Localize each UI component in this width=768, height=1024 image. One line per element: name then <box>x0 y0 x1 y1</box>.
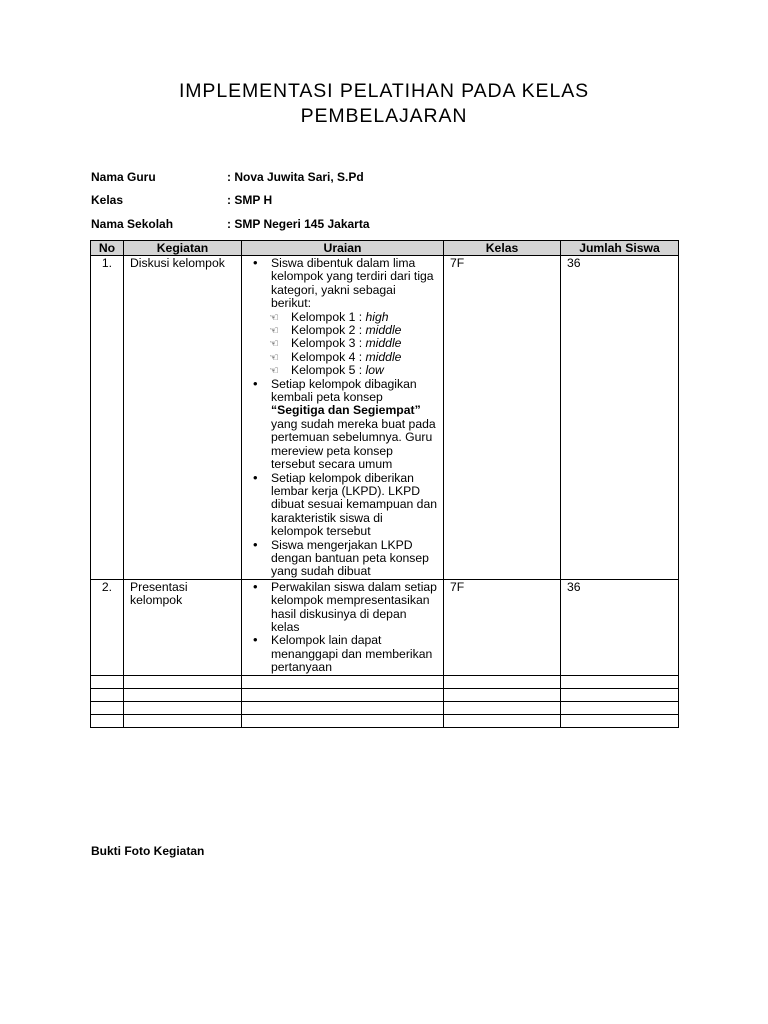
header-jumlah-siswa: Jumlah Siswa <box>561 241 679 256</box>
list-item <box>271 351 437 364</box>
list-item <box>248 581 437 635</box>
list-item <box>271 337 437 350</box>
info-label: Nama Sekolah <box>91 217 174 231</box>
info-label: Nama Guru <box>91 170 156 184</box>
info-value: : Nova Juwita Sari, S.Pd <box>227 170 364 184</box>
uraian-text: Siswa dibentuk dalam lima kelompok yang terdiri dari tiga kategori, yakni sebagai berikut: <box>271 256 434 311</box>
header-kelas: Kelas <box>444 241 561 256</box>
empty-table-row <box>91 688 679 701</box>
cell-no: 2. <box>91 579 124 675</box>
info-value: : SMP H <box>227 193 273 207</box>
cell-kegiatan: Diskusi kelompok <box>124 256 242 580</box>
uraian-text: yang sudah mereka buat pada pertemuan sebelumnya. Guru mereview peta konsep tersebut secara umum <box>271 416 436 472</box>
bukti-foto-heading: Bukti Foto Kegiatan <box>91 844 205 858</box>
list-item <box>271 311 437 324</box>
uraian-bold-text: “Segitiga dan Segiempat” <box>271 403 421 418</box>
kelompok-level: middle <box>365 336 402 351</box>
list-item <box>248 472 437 539</box>
uraian-text: Setiap kelompok diberikan lembar kerja (LKPD). LKPD dibuat sesuai kemampuan dan karakteristik siswa di kelompok tersebut <box>271 470 437 539</box>
kelompok-level: high <box>365 309 389 324</box>
list-item <box>271 324 437 337</box>
empty-table-row <box>91 714 679 727</box>
list-item <box>248 257 437 378</box>
table-row <box>91 256 679 580</box>
empty-table-row <box>91 701 679 714</box>
uraian-text: Setiap kelompok dibagikan kembali peta konsep <box>271 376 417 405</box>
uraian-list <box>248 581 437 675</box>
cell-kegiatan: Presentasi kelompok <box>124 579 242 675</box>
activity-table <box>90 240 679 728</box>
cell-jumlah-siswa: 36 <box>561 256 679 580</box>
kelompok-level: middle <box>365 323 402 338</box>
page-title <box>0 79 768 129</box>
kelompok-level: low <box>365 363 384 378</box>
header-kegiatan: Kegiatan <box>124 241 242 256</box>
uraian-text: Perwakilan siswa dalam setiap kelompok mempresentasikan hasil diskusinya di depan kelas <box>271 579 437 634</box>
kelompok-label: Kelompok 2 : <box>291 323 366 338</box>
table-row <box>91 579 679 675</box>
kelompok-level: middle <box>365 349 402 364</box>
cell-uraian <box>242 579 444 675</box>
kelompok-label: Kelompok 5 : <box>291 363 366 378</box>
kelompok-label: Kelompok 3 : <box>291 336 366 351</box>
cell-jumlah-siswa: 36 <box>561 579 679 675</box>
cell-kelas: 7F <box>444 579 561 675</box>
kelompok-list <box>271 311 437 378</box>
list-item <box>248 634 437 674</box>
info-value: : SMP Negeri 145 Jakarta <box>227 217 370 231</box>
pointing-hand-icon: ☜ <box>269 325 279 338</box>
info-label: Kelas <box>91 193 124 207</box>
uraian-text: Kelompok lain dapat menanggapi dan memberikan pertanyaan <box>271 633 433 675</box>
kelompok-label: Kelompok 1 : <box>291 309 366 324</box>
cell-uraian <box>242 256 444 580</box>
uraian-text: Siswa mengerjakan LKPD dengan bantuan peta konsep yang sudah dibuat <box>271 537 429 579</box>
list-item <box>248 539 437 579</box>
uraian-list <box>248 257 437 579</box>
header-no: No <box>91 241 124 256</box>
pointing-hand-icon: ☜ <box>269 311 279 324</box>
table-header-row <box>91 241 679 256</box>
cell-no: 1. <box>91 256 124 580</box>
pointing-hand-icon: ☜ <box>269 351 279 364</box>
cell-kelas: 7F <box>444 256 561 580</box>
header-uraian: Uraian <box>242 241 444 256</box>
kelompok-label: Kelompok 4 : <box>291 349 366 364</box>
list-item <box>248 378 437 472</box>
list-item <box>271 364 437 377</box>
pointing-hand-icon: ☜ <box>269 338 279 351</box>
title-line-1: IMPLEMENTASI PELATIHAN PADA KELAS <box>178 80 590 102</box>
empty-table-row <box>91 675 679 688</box>
pointing-hand-icon: ☜ <box>269 365 279 378</box>
title-line-2: PEMBELAJARAN <box>300 105 468 127</box>
